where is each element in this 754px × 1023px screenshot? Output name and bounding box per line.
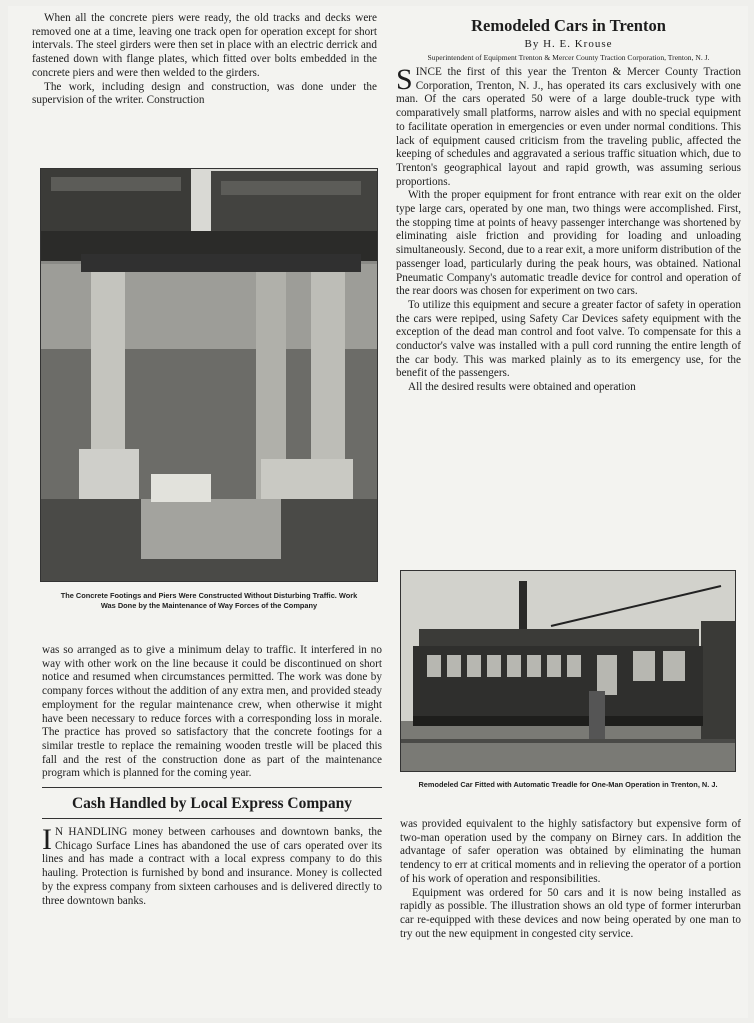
body-paragraph-text: INCE the first of this year the Trenton & Mercer County Traction Corporation, Trenton, N. J., has operated its cars exclusively with one man. Of the cars operated 50 were of a large double-truck type with comparatively small platforms, narrow aisles and with no special equipment to facilitate operation in emergencies or even under normal conditions. This lack of equipment caused criticism from the traveling public, affected the keeping of schedules and aggravated a serious traffic situation which, due to Trenton's geographical layout and rapid growth, was assuming serious proportions.: [396, 66, 741, 188]
photo-caption: Remodeled Car Fitted with Automatic Treadle for One-Man Operation in Trenton, N. J.: [418, 780, 718, 789]
body-paragraph: [42, 823, 382, 908]
body-paragraph: was so arranged as to give a minimum delay to traffic. It interfered in no way with other work on the line because it could be discontinued on short notice and resumed when circumstances permitted. The work was done by company forces without the addition of any extra men, and provided steady employment for the regular maintenance crew, when otherwise it might have been necessary to reduce forces with a corresponding loss in morale. The practice has proved so satisfactory that the concrete footings for a similar trestle to replace the remaining wooden trestle will be placed this fall and the rest of the construction done as part of the maintenance program which is planned for the coming year.: [42, 644, 382, 780]
drop-cap: I: [42, 823, 52, 857]
body-paragraph: When all the concrete piers were ready, the old tracks and decks were removed one at a time, leaving one track open for operation except for short intervals. The steel girders were then set in place with an electric derrick and fastened down with flange plates, which fitted over bolts embedded in the concrete piers and were then welded to the girders.: [32, 12, 377, 79]
right-column: [396, 16, 741, 395]
left-column: [32, 12, 377, 108]
body-paragraph: To utilize this equipment and secure a greater factor of safety in operation the cars were repiped, using Safety Car Devices safety equipment with the exception of the dead man control and foot valve. To compensate for this a conductor's valve was installed with a pull cord running the entire length of the car body. This was marked plainly as to its emergency use, for the benefit of the passengers.: [396, 298, 741, 380]
right-column-lower: [400, 818, 741, 941]
byline: By H. E. Krouse: [524, 38, 613, 50]
section-divider: [42, 787, 382, 788]
body-paragraph-text: N HANDLING money between carhouses and downtown banks, the Chicago Surface Lines has abandoned the use of cars operated over its lines and has made a contract with a local express company to do this hauling. Protection is furnished by bond and insurance. Money is collected by the express company from sixteen carhouses and is delivered directly to three downtown banks.: [42, 826, 382, 907]
article-heading: Cash Handled by Local Express Company: [71, 795, 353, 813]
body-paragraph: The work, including design and construction, was done under the supervision of the writer. Construction: [32, 80, 377, 107]
article-heading: Remodeled Cars in Trenton: [471, 16, 666, 35]
body-paragraph: All the desired results were obtained and operation: [408, 381, 636, 394]
trestle-image: [41, 169, 377, 581]
streetcar-photo: [400, 570, 736, 772]
magazine-page: [8, 6, 748, 1018]
body-paragraph: Equipment was ordered for 50 cars and it is now being installed as rapidly as possible. The illustration shows an old type of former interurban car re-equipped with these devices and now being operated by one man to try out the new equipment in congested city service.: [400, 886, 741, 940]
left-column-lower: [42, 644, 382, 908]
body-paragraph: was provided equivalent to the highly satisfactory but expensive form of two-man operation used by the company on Birney cars. In addition the advantage of safer operation was obtained by eliminating the human tendency to err at critical moments and in relieving the operator of a portion of his work of operation and responsibilities.: [400, 818, 741, 885]
drop-cap: S: [396, 63, 413, 96]
body-paragraph: With the proper equipment for front entrance with rear exit on the older type large cars, operated by one man, two things were accomplished. First, the stopping time at points of heavy passenger interchange was shortened by eliminating aisle friction and providing for loading and unloading simultaneously. Second, due to a rear exit, a more uniform distribution of the passenger load, particularly during the peak hours, was obtained. National Pneumatic Company's automatic treadle device for control and operation of the rear doors was chosen for experiment on two cars.: [396, 189, 741, 298]
author-affiliation: Superintendent of Equipment Trenton & Mercer County Traction Corporation, Trenton, N. J.: [427, 53, 710, 62]
streetcar-image: [401, 571, 735, 771]
section-divider: [42, 818, 382, 819]
body-paragraph: [396, 63, 741, 189]
trestle-photo: [40, 168, 378, 582]
photo-caption: The Concrete Footings and Piers Were Constructed Without Disturbing Traffic. Work Was Done by the Maintenance of Way Forces of the Company: [60, 591, 358, 610]
